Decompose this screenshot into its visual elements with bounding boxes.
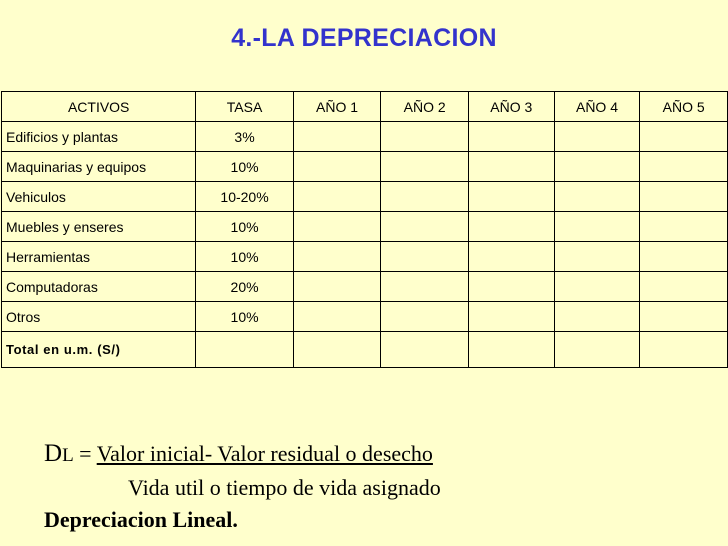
asset-name: Vehiculos <box>2 182 196 212</box>
year-cell <box>381 302 469 332</box>
table-row <box>2 302 728 332</box>
total-label: Total en u.m. (S/) <box>2 332 196 368</box>
formula-equals: = <box>79 441 92 466</box>
year-cell <box>468 302 554 332</box>
formula-d: D <box>44 440 63 467</box>
year-cell <box>381 122 469 152</box>
asset-name: Muebles y enseres <box>2 212 196 242</box>
header-year-2: AÑO 2 <box>381 92 469 122</box>
depreciation-formula <box>44 438 441 536</box>
year-cell <box>640 152 728 182</box>
total-row <box>2 332 728 368</box>
header-year-1: AÑO 1 <box>293 92 381 122</box>
year-cell <box>293 152 381 182</box>
year-cell <box>468 182 554 212</box>
year-cell <box>381 242 469 272</box>
year-cell <box>640 182 728 212</box>
table-row <box>2 272 728 302</box>
year-cell <box>554 152 640 182</box>
formula-numerator: Valor inicial- Valor residual o desecho <box>96 441 433 466</box>
asset-name: Maquinarias y equipos <box>2 152 196 182</box>
asset-name: Computadoras <box>2 272 196 302</box>
table-row <box>2 242 728 272</box>
year-cell <box>293 212 381 242</box>
year-cell <box>554 272 640 302</box>
year-cell <box>554 302 640 332</box>
table-header-row <box>2 92 728 122</box>
header-year-4: AÑO 4 <box>554 92 640 122</box>
table-row <box>2 122 728 152</box>
year-cell <box>381 152 469 182</box>
total-cell <box>381 332 469 368</box>
total-cell <box>640 332 728 368</box>
year-cell <box>640 122 728 152</box>
year-cell <box>381 212 469 242</box>
year-cell <box>468 212 554 242</box>
total-cell <box>468 332 554 368</box>
asset-rate: 20% <box>196 272 293 302</box>
year-cell <box>554 182 640 212</box>
year-cell <box>554 242 640 272</box>
table-row <box>2 212 728 242</box>
year-cell <box>554 212 640 242</box>
header-activos: ACTIVOS <box>2 92 196 122</box>
asset-rate: 3% <box>196 122 293 152</box>
header-tasa: TASA <box>196 92 293 122</box>
total-cell <box>196 332 293 368</box>
year-cell <box>293 122 381 152</box>
year-cell <box>293 302 381 332</box>
asset-rate: 10% <box>196 242 293 272</box>
year-cell <box>293 242 381 272</box>
method-name: Depreciacion Lineal. <box>44 507 238 532</box>
table-row <box>2 152 728 182</box>
year-cell <box>381 272 469 302</box>
header-year-3: AÑO 3 <box>468 92 554 122</box>
year-cell <box>468 152 554 182</box>
year-cell <box>468 242 554 272</box>
year-cell <box>640 242 728 272</box>
total-cell <box>293 332 381 368</box>
year-cell <box>640 302 728 332</box>
formula-subscript-l: L <box>62 445 74 466</box>
year-cell <box>468 272 554 302</box>
year-cell <box>554 122 640 152</box>
year-cell <box>640 272 728 302</box>
formula-denominator: Vida util o tiempo de vida asignado <box>128 475 441 500</box>
total-cell <box>554 332 640 368</box>
year-cell <box>640 212 728 242</box>
asset-rate: 10-20% <box>196 182 293 212</box>
table-row <box>2 182 728 212</box>
asset-rate: 10% <box>196 152 293 182</box>
slide-title: 4.-LA DEPRECIACION <box>231 24 497 52</box>
year-cell <box>381 182 469 212</box>
asset-rate: 10% <box>196 212 293 242</box>
asset-name: Edificios y plantas <box>2 122 196 152</box>
year-cell <box>468 122 554 152</box>
year-cell <box>293 182 381 212</box>
asset-name: Herramientas <box>2 242 196 272</box>
year-cell <box>293 272 381 302</box>
header-year-5: AÑO 5 <box>640 92 728 122</box>
asset-name: Otros <box>2 302 196 332</box>
asset-rate: 10% <box>196 302 293 332</box>
depreciation-table <box>1 91 728 368</box>
